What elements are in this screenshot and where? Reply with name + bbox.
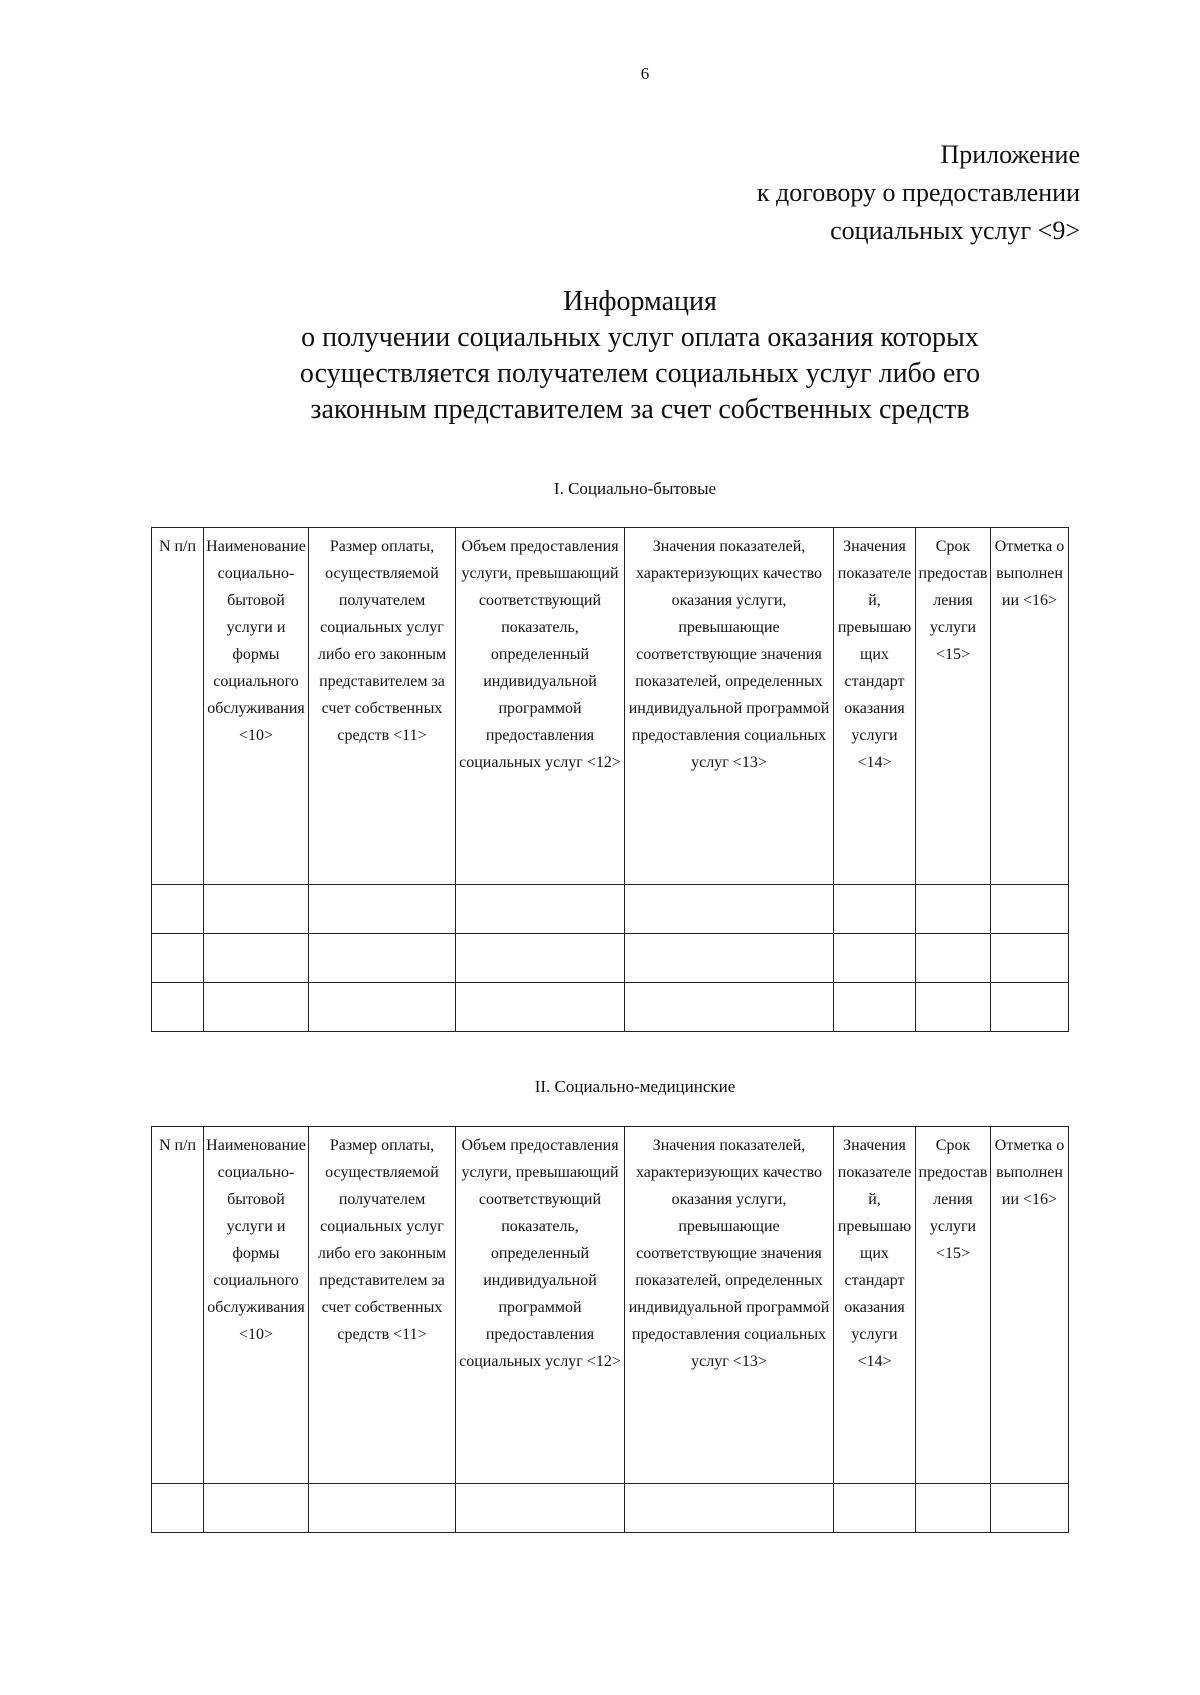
title-line-2: о получении социальных услуг оплата оказания которых: [301, 322, 979, 353]
appendix-line-2: к договору о предоставлении: [756, 178, 1080, 207]
document-title: [200, 284, 1080, 428]
table-header-row: [152, 1127, 1069, 1484]
table-row: [152, 1484, 1069, 1533]
header-quality-indicators: Значения показателей, характеризующих качество оказания услуги, превышающие соответствующие значения показателей, определенных индивидуальной программой предоставления социальных услуг <13>: [625, 528, 834, 885]
table-row: [152, 885, 1069, 934]
header-term: Срок предоставления услуги <15>: [916, 1127, 991, 1484]
appendix-line-1: Приложение: [940, 140, 1080, 169]
section-2-heading: II. Социально-медицинские: [534, 1077, 736, 1096]
title-line-1: Информация: [563, 286, 717, 317]
header-service-name: Наименование социально-бытовой услуги и формы социального обслуживания <10>: [204, 528, 309, 885]
section-1-table: [151, 527, 1069, 1032]
header-number: N п/п: [152, 528, 204, 885]
header-payment-amount: Размер оплаты, осуществляемой получателем социальных услуг либо его законным представителем за счет собственных средств <11>: [309, 528, 456, 885]
appendix-block: [757, 136, 1080, 250]
title-line-3: осуществляется получателем социальных услуг либо его: [299, 358, 981, 389]
header-quality-indicators: Значения показателей, характеризующих качество оказания услуги, превышающие соответствующие значения показателей, определенных индивидуальной программой предоставления социальных услуг <13>: [625, 1127, 834, 1484]
header-standard-indicators: Значения показателей, превышающих стандарт оказания услуги <14>: [834, 528, 916, 885]
header-service-volume: Объем предоставления услуги, превышающий соответствующий показатель, определенный индивидуальной программой предоставления социальных услуг <12>: [456, 1127, 625, 1484]
header-payment-amount: Размер оплаты, осуществляемой получателем социальных услуг либо его законным представителем за счет собственных средств <11>: [309, 1127, 456, 1484]
section-1-heading: I. Социально-бытовые: [553, 479, 717, 498]
table-row: [152, 934, 1069, 983]
header-completion-mark: Отметка о выполнении <16>: [991, 1127, 1069, 1484]
header-term: Срок предоставления услуги <15>: [916, 528, 991, 885]
header-completion-mark: Отметка о выполнении <16>: [991, 528, 1069, 885]
header-number: N п/п: [152, 1127, 204, 1484]
table-header-row: [152, 528, 1069, 885]
appendix-line-3: социальных услуг <9>: [830, 216, 1080, 245]
header-service-name: Наименование социально-бытовой услуги и формы социального обслуживания <10>: [204, 1127, 309, 1484]
header-service-volume: Объем предоставления услуги, превышающий соответствующий показатель, определенный индивидуальной программой предоставления социальных услуг <12>: [456, 528, 625, 885]
table-row: [152, 983, 1069, 1032]
section-2-table: [151, 1126, 1069, 1533]
page-number: 6: [640, 64, 650, 83]
header-standard-indicators: Значения показателей, превышающих стандарт оказания услуги <14>: [834, 1127, 916, 1484]
title-line-4: законным представителем за счет собственных средств: [310, 394, 970, 425]
